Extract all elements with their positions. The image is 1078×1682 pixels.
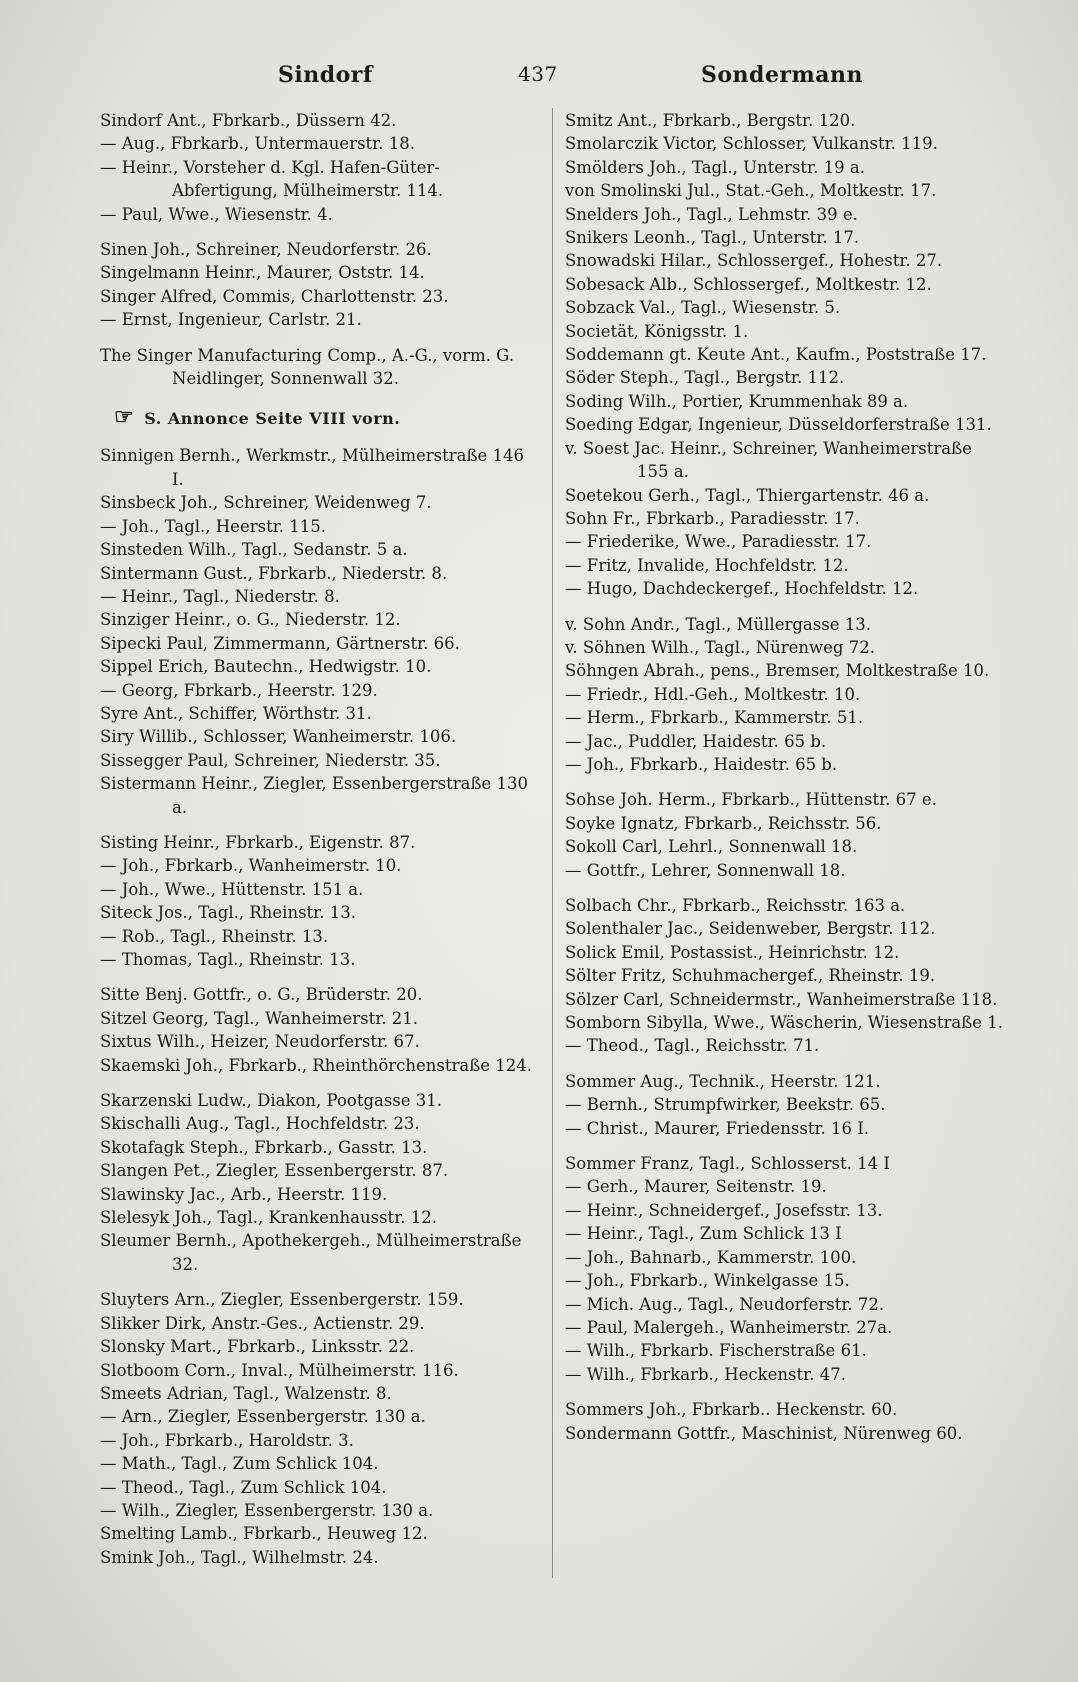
- directory-entry: — Jac., Puddler, Haidestr. 65 b.: [565, 731, 827, 751]
- directory-entry: — Friedr., Hdl.-Geh., Moltkestr. 10.: [565, 684, 861, 704]
- directory-entry: Sintermann Gust., Fbrkarb., Niederstr. 8.: [100, 563, 448, 583]
- directory-entry: Sitzel Georg, Tagl., Wanheimerstr. 21.: [100, 1008, 419, 1028]
- page-header: [100, 62, 978, 98]
- directory-entry: Sinsbeck Joh., Schreiner, Weidenweg 7.: [100, 493, 432, 513]
- directory-entry: — Joh., Bahnarb., Kammerstr. 100.: [565, 1247, 857, 1267]
- directory-entry: Skischalli Aug., Tagl., Hochfeldstr. 23.: [100, 1114, 420, 1134]
- directory-entry: Soddemann gt. Keute Ant., Kaufm., Poststraße 17.: [565, 345, 987, 365]
- directory-entry: — Herm., Fbrkarb., Kammerstr. 51.: [565, 708, 864, 728]
- directory-entry: — Joh., Fbrkarb., Wanheimerstr. 10.: [100, 856, 402, 876]
- directory-entry: Söhngen Abrah., pens., Bremser, Moltkestraße 10.: [565, 661, 990, 681]
- directory-entry: Skaemski Joh., Fbrkarb., Rheinthörchenstraße 124.: [100, 1055, 533, 1075]
- directory-entry: — Arn., Ziegler, Essenbergerstr. 130 a.: [100, 1407, 426, 1427]
- directory-entry: — Gottfr., Lehrer, Sonnenwall 18.: [565, 860, 846, 880]
- directory-entry: Smitz Ant., Fbrkarb., Bergstr. 120.: [565, 111, 856, 130]
- column-divider: [552, 108, 553, 1578]
- directory-entry: Singer Alfred, Commis, Charlottenstr. 23.: [100, 286, 449, 306]
- directory-entry: Sinsteden Wilh., Tagl., Sedanstr. 5 a.: [100, 540, 408, 560]
- directory-entry: Söder Steph., Tagl., Bergstr. 112.: [565, 368, 845, 388]
- directory-entry: Smeets Adrian, Tagl., Walzenstr. 8.: [100, 1383, 392, 1403]
- directory-entry: Sinziger Heinr., o. G., Niederstr. 12.: [100, 610, 401, 630]
- directory-entry: — Gerh., Maurer, Seitenstr. 19.: [565, 1177, 827, 1197]
- directory-entry: Sobesack Alb., Schlossergef., Moltkestr. 12.: [565, 274, 932, 294]
- directory-entry: Soeding Edgar, Ingenieur, Düsseldorferstraße 131.: [565, 415, 992, 435]
- directory-entry: Sölter Fritz, Schuhmachergef., Rheinstr. 19.: [565, 966, 936, 986]
- directory-entry: — Heinr., Schneidergef., Josefsstr. 13.: [565, 1200, 883, 1220]
- directory-entry: Sommer Aug., Technik., Heerstr. 121.: [565, 1071, 881, 1091]
- directory-entry: Sölzer Carl, Schneidermstr., Wanheimerstraße 118.: [565, 989, 998, 1009]
- directory-entry: Smink Joh., Tagl., Wilhelmstr. 24.: [100, 1547, 379, 1567]
- directory-entry: — Mich. Aug., Tagl., Neudorferstr. 72.: [565, 1294, 885, 1314]
- directory-entry: Sondermann Gottfr., Maschinist, Nürenweg 60.: [565, 1423, 963, 1443]
- right-keyword: Sondermann: [701, 62, 864, 88]
- directory-entry: Slonsky Mart., Fbrkarb., Linksstr. 22.: [100, 1337, 415, 1357]
- directory-entry: — Georg, Fbrkarb., Heerstr. 129.: [100, 680, 378, 700]
- directory-entry: Soding Wilh., Portier, Krummenhak 89 a.: [565, 391, 909, 411]
- directory-entry: Skotafagk Steph., Fbrkarb., Gasstr. 13.: [100, 1137, 428, 1157]
- directory-entry: Siry Willib., Schlosser, Wanheimerstr. 106.: [100, 727, 457, 747]
- directory-entry: Sommers Joh., Fbrkarb.. Heckenstr. 60.: [565, 1400, 898, 1420]
- directory-entry: — Joh., Fbrkarb., Haidestr. 65 b.: [565, 754, 838, 774]
- directory-entry: Sokoll Carl, Lehrl., Sonnenwall 18.: [565, 837, 858, 857]
- directory-entry: v. Sohn Andr., Tagl., Müllergasse 13.: [565, 614, 871, 634]
- directory-entry: v. Söhnen Wilh., Tagl., Nürenweg 72.: [565, 637, 875, 657]
- directory-entry: von Smolinski Jul., Stat.-Geh., Moltkestr. 17.: [565, 181, 937, 201]
- directory-entry: Soyke Ignatz, Fbrkarb., Reichsstr. 56.: [565, 813, 882, 833]
- left-column: [100, 109, 532, 1569]
- directory-entry: — Wilh., Fbrkarb. Fischerstraße 61.: [565, 1341, 867, 1361]
- directory-entry: — Christ., Maurer, Friedensstr. 16 I.: [565, 1118, 870, 1138]
- directory-entry: — Joh., Wwe., Hüttenstr. 151 a.: [100, 879, 364, 899]
- directory-entry: Societät, Königsstr. 1.: [565, 321, 749, 341]
- left-keyword: Sindorf: [278, 62, 373, 88]
- directory-entry: — Friederike, Wwe., Paradiesstr. 17.: [565, 532, 872, 552]
- directory-entry: Snelders Joh., Tagl., Lehmstr. 39 e.: [565, 204, 858, 224]
- directory-entry: — Thomas, Tagl., Rheinstr. 13.: [100, 950, 356, 969]
- directory-entry: — Joh., Tagl., Heerstr. 115.: [100, 516, 326, 536]
- directory-entry: Sisting Heinr., Fbrkarb., Eigenstr. 87.: [100, 832, 416, 852]
- directory-entry: Slelesyk Joh., Tagl., Krankenhausstr. 12.: [100, 1208, 437, 1228]
- directory-entry: Solenthaler Jac., Seidenweber, Bergstr. 112.: [565, 919, 936, 939]
- directory-entry: — Wilh., Ziegler, Essenbergerstr. 130 a.: [100, 1500, 434, 1520]
- directory-entry: — Aug., Fbrkarb., Untermauerstr. 18.: [100, 134, 415, 154]
- directory-entry: — Heinr., Vorsteher d. Kgl. Hafen-Güter-Abfertigung, Mülheimerstr. 114.: [100, 157, 444, 201]
- directory-entry: Smolarczik Victor, Schlosser, Vulkanstr. 119.: [565, 134, 938, 154]
- directory-entry: Sitte Benj. Gottfr., o. G., Brüderstr. 20.: [100, 985, 423, 1005]
- directory-entry: — Joh., Fbrkarb., Haroldstr. 3.: [100, 1430, 354, 1450]
- directory-entry: Snowadski Hilar., Schlossergef., Hohestr. 27.: [565, 251, 943, 271]
- advertisement-note: [114, 404, 532, 432]
- directory-entry: Syre Ant., Schiffer, Wörthstr. 31.: [100, 703, 372, 723]
- directory-entry: — Joh., Fbrkarb., Winkelgasse 15.: [565, 1271, 850, 1291]
- directory-entry: Smölders Joh., Tagl., Unterstr. 19 a.: [565, 157, 865, 177]
- directory-entry: Sipecki Paul, Zimmermann, Gärtnerstr. 66.: [100, 633, 460, 653]
- directory-entry: Soetekou Gerh., Tagl., Thiergartenstr. 46 a.: [565, 485, 930, 505]
- directory-entry: Smelting Lamb., Fbrkarb., Heuweg 12.: [100, 1524, 428, 1544]
- directory-entry: Sippel Erich, Bautechn., Hedwigstr. 10.: [100, 657, 432, 677]
- directory-entry: Somborn Sibylla, Wwe., Wäscherin, Wiesenstraße 1.: [565, 1013, 1003, 1033]
- directory-entry: — Theod., Tagl., Zum Schlick 104.: [100, 1477, 387, 1497]
- directory-entry: — Ernst, Ingenieur, Carlstr. 21.: [100, 310, 362, 330]
- directory-entry: — Rob., Tagl., Rheinstr. 13.: [100, 926, 329, 946]
- directory-entry: Solbach Chr., Fbrkarb., Reichsstr. 163 a.: [565, 896, 906, 915]
- directory-entry: Sinen Joh., Schreiner, Neudorferstr. 26.: [100, 240, 432, 260]
- directory-entry: Singelmann Heinr., Maurer, Oststr. 14.: [100, 263, 425, 283]
- directory-entry: Siteck Jos., Tagl., Rheinstr. 13.: [100, 903, 356, 923]
- directory-entry: Sixtus Wilh., Heizer, Neudorferstr. 67.: [100, 1032, 420, 1052]
- directory-entry: Slawinsky Jac., Arb., Heerstr. 119.: [100, 1184, 388, 1204]
- directory-entry: — Paul, Malergeh., Wanheimerstr. 27a.: [565, 1317, 893, 1337]
- directory-entry: v. Soest Jac. Heinr., Schreiner, Wanheimerstraße 155 a.: [565, 438, 972, 482]
- directory-entry: — Theod., Tagl., Reichsstr. 71.: [565, 1036, 820, 1056]
- directory-entry: Sohse Joh. Herm., Fbrkarb., Hüttenstr. 67 e.: [565, 790, 937, 810]
- directory-entry: The Singer Manufacturing Comp., A.-G., vorm. G. Neidlinger, Sonnenwall 32.: [100, 345, 515, 389]
- directory-entry: Sluyters Arn., Ziegler, Essenbergerstr. 159.: [100, 1290, 464, 1310]
- directory-entry: Sinnigen Bernh., Werkmstr., Mülheimerstraße 146 I.: [100, 446, 525, 489]
- directory-entry: — Hugo, Dachdeckergef., Hochfeldstr. 12.: [565, 579, 919, 599]
- note-text: S. Annonce Seite VIII vorn.: [144, 409, 401, 429]
- directory-entry: Sissegger Paul, Schreiner, Niederstr. 35.: [100, 750, 441, 770]
- page-number: 437: [518, 62, 558, 86]
- directory-entry: — Heinr., Tagl., Niederstr. 8.: [100, 586, 340, 606]
- directory-entry: Solick Emil, Postassist., Heinrichstr. 12.: [565, 942, 900, 962]
- directory-entry: — Heinr., Tagl., Zum Schlick 13 I: [565, 1224, 842, 1244]
- directory-entry: — Math., Tagl., Zum Schlick 104.: [100, 1454, 379, 1474]
- directory-entry: — Fritz, Invalide, Hochfeldstr. 12.: [565, 555, 849, 575]
- directory-entry: Sleumer Bernh., Apothekergeh., Mülheimerstraße 32.: [100, 1231, 522, 1274]
- directory-entry: Slotboom Corn., Inval., Mülheimerstr. 116.: [100, 1360, 459, 1380]
- directory-entry: Sistermann Heinr., Ziegler, Essenbergerstraße 130 a.: [100, 774, 529, 817]
- directory-entry: Sommer Franz, Tagl., Schlosserst. 14 I: [565, 1154, 890, 1174]
- directory-entry: Sobzack Val., Tagl., Wiesenstr. 5.: [565, 298, 841, 318]
- directory-entry: — Bernh., Strumpfwirker, Beekstr. 65.: [565, 1095, 886, 1115]
- directory-entry: Snikers Leonh., Tagl., Unterstr. 17.: [565, 228, 860, 248]
- directory-entry: Skarzenski Ludw., Diakon, Pootgasse 31.: [100, 1091, 443, 1111]
- directory-entry: Sohn Fr., Fbrkarb., Paradiesstr. 17.: [565, 508, 860, 528]
- directory-entry: Slikker Dirk, Anstr.-Ges., Actienstr. 29.: [100, 1313, 425, 1333]
- pointing-hand-icon: ☞: [114, 404, 135, 431]
- directory-entry: — Paul, Wwe., Wiesenstr. 4.: [100, 204, 333, 224]
- directory-entry: Slangen Pet., Ziegler, Essenbergerstr. 87.: [100, 1161, 449, 1181]
- right-column: [565, 109, 1005, 1445]
- directory-entry: — Wilh., Fbrkarb., Heckenstr. 47.: [565, 1364, 846, 1384]
- directory-entry: Sindorf Ant., Fbrkarb., Düssern 42.: [100, 111, 397, 130]
